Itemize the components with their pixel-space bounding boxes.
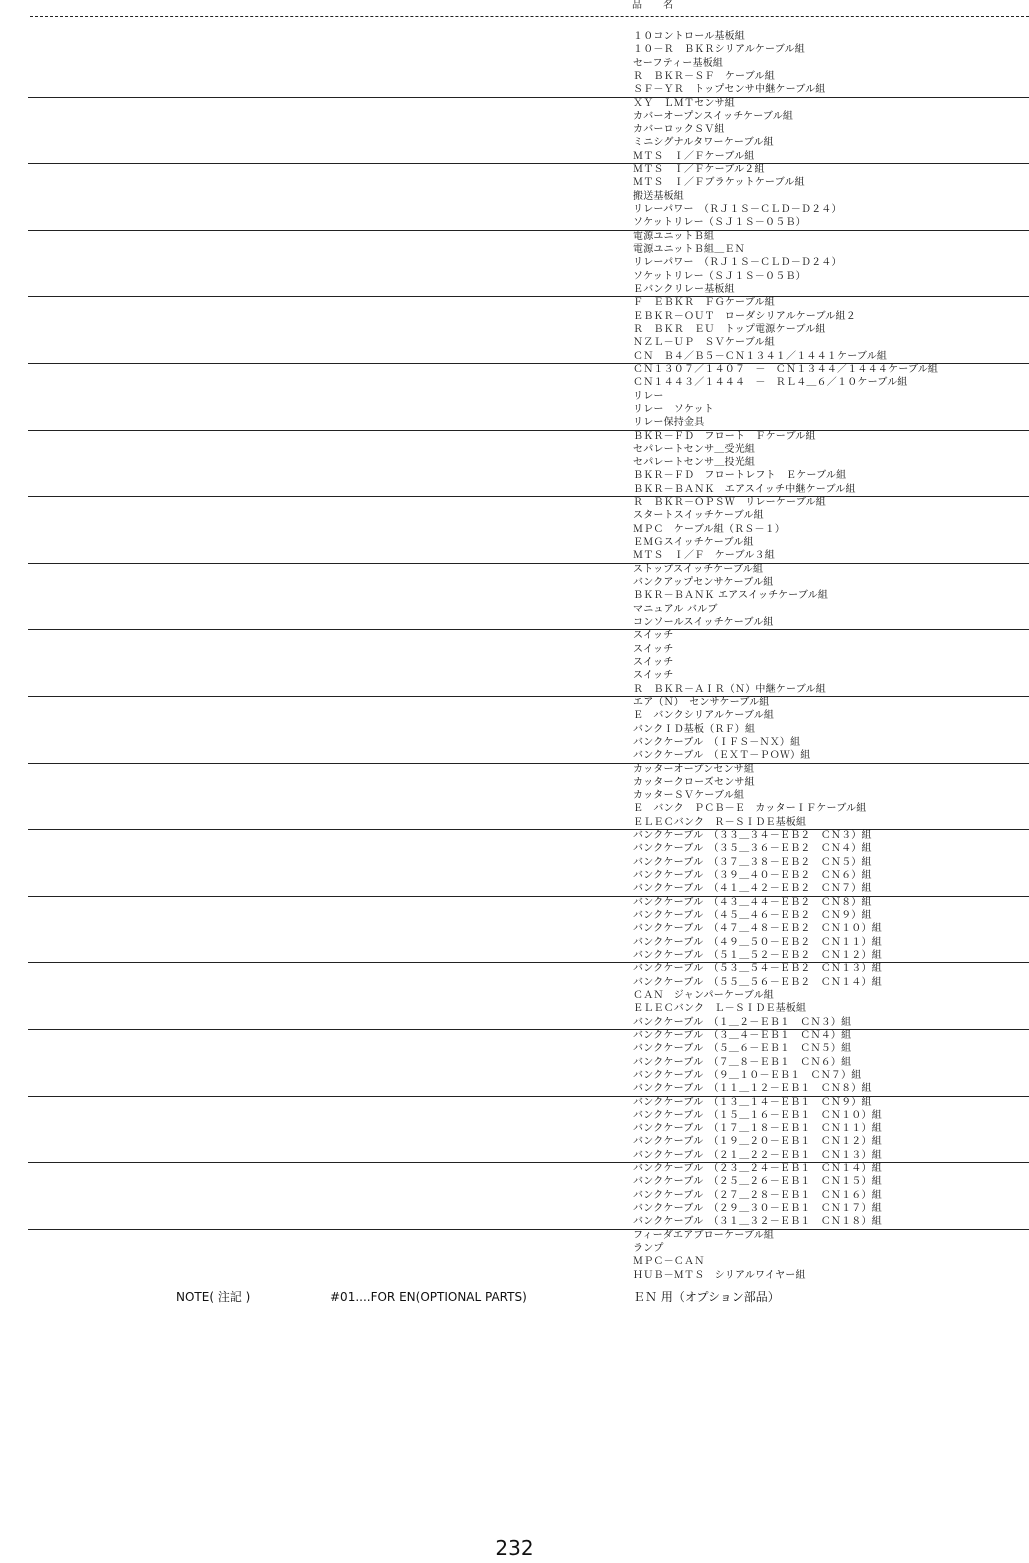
parts-group	[0, 829, 1029, 896]
part-name-item: ソケットリレー（ＳＪ１Ｓ－０５Ｂ）	[633, 270, 806, 282]
part-name-item: スイッチ	[633, 656, 674, 668]
part-name-item: ＨＵＢ－ＭＴＳ シリアルワイヤー組	[633, 1269, 806, 1281]
part-name-item: フィーダエアブローケーブル組	[633, 1229, 775, 1241]
part-name-item: バンクケーブル （２９＿３０－ＥＢ１ ＣＮ１７）組	[633, 1202, 882, 1214]
part-name-item: Ｒ ＢＫＲ ＥＵ トップ電源ケーブル組	[633, 323, 826, 335]
part-name-item: カッタークローズセンサ組	[633, 776, 755, 788]
part-name-item: ランプ	[633, 1242, 664, 1254]
part-name-item: Ｅ バンクシリアルケーブル組	[633, 710, 775, 722]
part-name-item: バンクアップセンサケーブル組	[633, 577, 774, 589]
parts-group	[0, 30, 1029, 97]
part-name-item: リレー	[633, 390, 664, 402]
parts-group	[0, 563, 1029, 630]
part-name-item: バンクケーブル （３＿４－ＥＢ１ ＣＮ４）組	[633, 1029, 852, 1041]
part-name-item: Ｒ ＢＫＲ－ＳＦ ケーブル組	[633, 70, 775, 82]
part-name-item: 電源ユニットＢ組	[633, 230, 715, 242]
part-name-item: バンクケーブル （１９＿２０－ＥＢ１ ＣＮ１２）組	[633, 1136, 882, 1148]
part-name-item: ＭＴＳ Ｉ／Ｆ ケーブル３組	[633, 550, 775, 562]
part-name-item: ＥＬＥＣバンク Ｒ－ＳＩＤＥ基板組	[633, 816, 807, 828]
part-name-item: バンクケーブル （５１＿５２－ＥＢ２ ＣＮ１２）組	[633, 949, 882, 961]
part-name-item: コンソールスイッチケーブル組	[633, 616, 774, 628]
part-name-item: バンクケーブル （３１＿３２－ＥＢ１ ＣＮ１８）組	[633, 1216, 882, 1228]
part-name-item: ＣＮ１４４３／１４４４ － ＲＬ４＿６／１０ケーブル組	[633, 377, 908, 389]
parts-list	[0, 30, 1029, 1295]
part-name-item: 電源ユニットＢ組＿ＥＮ	[633, 244, 745, 256]
part-name-item: １０－Ｒ ＢＫＲシリアルケーブル組	[633, 44, 805, 56]
parts-group	[0, 230, 1029, 297]
part-name-item: ＢＫＲ－ＦＤ フロートレフト Ｅケーブル組	[633, 470, 847, 482]
part-name-item: ＢＫＲ－ＢＡＮＫ エアスイッチケーブル組	[633, 590, 829, 602]
part-name-item: バンクケーブル （４１＿４２－ＥＢ２ ＣＮ７）組	[633, 883, 872, 895]
part-name-item: バンクケーブル （３９＿４０－ＥＢ２ ＣＮ６）組	[633, 870, 872, 882]
note-row	[0, 1289, 1029, 1305]
parts-group	[0, 1096, 1029, 1163]
part-name-item: リレーパワー （ＲＪ１Ｓ－ＣＬＤ－Ｄ２４）	[633, 257, 842, 269]
part-name-item: バンクケーブル （ＥＸＴ－ＰＯＷ）組	[633, 750, 811, 762]
part-name-item: ＭＴＳ Ｉ／Ｆケーブル組	[633, 150, 755, 162]
parts-group	[0, 629, 1029, 696]
part-name-item: バンクケーブル （１３＿１４－ＥＢ１ ＣＮ９）組	[633, 1096, 872, 1108]
part-name-item: リレー保持金具	[633, 417, 705, 429]
parts-group	[0, 763, 1029, 830]
part-name-item: バンクケーブル （５３＿５４－ＥＢ２ ＣＮ１３）組	[633, 963, 882, 975]
part-name-item: ＭＴＳ Ｉ／Ｆブラケットケーブル組	[633, 177, 805, 189]
part-name-item: バンクケーブル （４３＿４４－ＥＢ２ ＣＮ８）組	[633, 896, 872, 908]
part-name-item: バンクケーブル （ＩＦＳ－ＮＸ）組	[633, 736, 801, 748]
part-name-item: ＢＫＲ－ＢＡＮＫ エアスイッチ中継ケーブル組	[633, 483, 856, 495]
part-name-item: スイッチ	[633, 643, 674, 655]
part-name-item: バンクケーブル （５＿６－ＥＢ１ ＣＮ５）組	[633, 1043, 852, 1055]
part-name-item: ＥＬＥＣバンク Ｌ－ＳＩＤＥ基板組	[633, 1003, 807, 1015]
part-name-item: ＭＰＣ ケーブル組（ＲＳ－１）	[633, 523, 786, 535]
part-name-item: ＭＴＳ Ｉ／Ｆケーブル２組	[633, 164, 765, 176]
part-name-item: Ｅバンクリレー基板組	[633, 283, 735, 295]
page-number: 232	[495, 1536, 534, 1560]
part-name-item: ミニシグナルタワーケーブル組	[633, 137, 774, 149]
parts-group	[0, 97, 1029, 164]
part-name-item: バンクケーブル （７＿８－ＥＢ１ ＣＮ６）組	[633, 1056, 852, 1068]
part-name-item: Ｆ ＥＢＫＲ ＦＧケーブル組	[633, 297, 775, 309]
part-name-item: バンクケーブル （３５＿３６－ＥＢ２ ＣＮ４）組	[633, 843, 872, 855]
parts-group	[0, 163, 1029, 230]
part-name-item: バンクケーブル （１５＿１６－ＥＢ１ ＣＮ１０）組	[633, 1109, 882, 1121]
part-name-item: バンクケーブル （５５＿５６－ＥＢ２ ＣＮ１４）組	[633, 976, 882, 988]
header-dashed-rule	[30, 16, 1029, 17]
part-name-item: バンクケーブル （２５＿２６－ＥＢ１ ＣＮ１５）組	[633, 1176, 882, 1188]
column-header-part-name: 品 名	[632, 0, 683, 11]
part-name-item: セパレートセンサ＿投光組	[633, 457, 756, 469]
part-name-item: ＣＮ Ｂ４／Ｂ５－ＣＮ１３４１／１４４１ケーブル組	[633, 350, 888, 362]
part-name-item: バンクケーブル （４５＿４６－ＥＢ２ ＣＮ９）組	[633, 910, 872, 922]
part-name-item: バンクケーブル （１７＿１８－ＥＢ１ ＣＮ１１）組	[633, 1123, 882, 1135]
part-name-item: バンクケーブル （１＿２－ＥＢ１ ＣＮ３）組	[633, 1016, 852, 1028]
part-name-item: セパレートセンサ＿受光組	[633, 443, 756, 455]
parts-group	[0, 363, 1029, 430]
part-name-item: バンクケーブル （４７＿４８－ＥＢ２ ＣＮ１０）組	[633, 923, 882, 935]
part-name-item: ＣＡＮ ジャンパーケーブル組	[633, 989, 774, 1001]
part-name-item: エア（Ｎ） センサケーブル組	[633, 696, 770, 708]
note-label: NOTE( 注記 )	[176, 1290, 251, 1304]
part-name-item: カッターＳＶケーブル組	[633, 790, 745, 802]
parts-group	[0, 896, 1029, 963]
part-name-item: バンクケーブル （４９＿５０－ＥＢ２ ＣＮ１１）組	[633, 936, 882, 948]
parts-group	[0, 296, 1029, 363]
part-name-item: ＳＦ－ＹＲ トップセンサ中継ケーブル組	[633, 84, 826, 96]
part-name-item: バンクケーブル （２７＿２８－ＥＢ１ ＣＮ１６）組	[633, 1189, 882, 1201]
part-name-item: カッターオープンセンサ組	[633, 763, 755, 775]
part-name-item: 搬送基板組	[633, 190, 684, 202]
part-name-item: リレー ソケット	[633, 403, 714, 415]
part-name-item: バンクＩＤ基板（ＲＦ）組	[633, 723, 756, 735]
part-name-item: ソケットリレー（ＳＪ１Ｓ－０５Ｂ）	[633, 217, 806, 229]
part-name-item: スイッチ	[633, 670, 674, 682]
part-name-item: ＥＭＧスイッチケーブル組	[633, 537, 754, 549]
list-header	[0, 0, 1029, 18]
parts-group	[0, 430, 1029, 497]
part-name-item: リレーパワー （ＲＪ１Ｓ－ＣＬＤ－Ｄ２４）	[633, 204, 842, 216]
part-name-item: バンクケーブル （１１＿１２－ＥＢ１ ＣＮ８）組	[633, 1083, 872, 1095]
part-name-item: ＥＢＫＲ－ＯＵＴ ローダシリアルケーブル組２	[633, 310, 856, 322]
parts-group	[0, 1029, 1029, 1096]
part-name-item: バンクケーブル （２３＿２４－ＥＢ１ ＣＮ１４）組	[633, 1163, 882, 1175]
part-name-item: バンクケーブル （３３＿３４－ＥＢ２ ＣＮ３）組	[633, 830, 872, 842]
part-name-item: Ｒ ＢＫＲ－ＯＰＳＷ リレーケーブル組	[633, 497, 826, 509]
part-name-item: ＸＹ ＬＭＴセンサ組	[633, 97, 735, 109]
note-code: #01....FOR EN(OPTIONAL PARTS)	[330, 1290, 527, 1304]
part-name-item: バンクケーブル （９＿１０－ＥＢ１ ＣＮ７）組	[633, 1069, 862, 1081]
parts-group	[0, 962, 1029, 1029]
note-description: ＥＮ 用（オプション部品）	[633, 1290, 780, 1304]
parts-group	[0, 696, 1029, 763]
part-name-item: バンクケーブル （２１＿２２－ＥＢ１ ＣＮ１３）組	[633, 1149, 882, 1161]
part-name-item: バンクケーブル （３７＿３８－ＥＢ２ ＣＮ５）組	[633, 856, 872, 868]
part-name-item: ストップスイッチケーブル組	[633, 563, 764, 575]
part-name-item: １０コントロール基板組	[633, 31, 745, 42]
part-name-item: セーフティー基板組	[633, 57, 724, 69]
part-name-item: カバーオープンスイッチケーブル組	[633, 110, 794, 122]
parts-group	[0, 1229, 1029, 1296]
part-name-item: ＣＮ１３０７／１４０７ － ＣＮ１３４４／１４４４ケーブル組	[633, 363, 939, 375]
part-name-item: ＭＰＣ－ＣＡＮ	[633, 1256, 705, 1268]
parts-group	[0, 1162, 1029, 1229]
part-name-item: ＢＫＲ－ＦＤ フロート Ｆケーブル組	[633, 430, 816, 442]
part-name-item: スイッチ	[633, 630, 674, 642]
part-name-item: マニュアル バルブ	[633, 603, 718, 615]
part-name-item: スタートスイッチケーブル組	[633, 510, 764, 522]
parts-group	[0, 496, 1029, 563]
part-name-item: カバーロックＳＶ組	[633, 124, 725, 136]
part-name-item: ＮＺＬ－ＵＰ ＳＶケーブル組	[633, 337, 775, 349]
part-name-item: Ｒ ＢＫＲ－ＡＩＲ（Ｎ）中継ケーブル組	[633, 683, 826, 695]
part-name-item: Ｅ バンク ＰＣＢ－Ｅ カッターＩＦケーブル組	[633, 803, 867, 815]
